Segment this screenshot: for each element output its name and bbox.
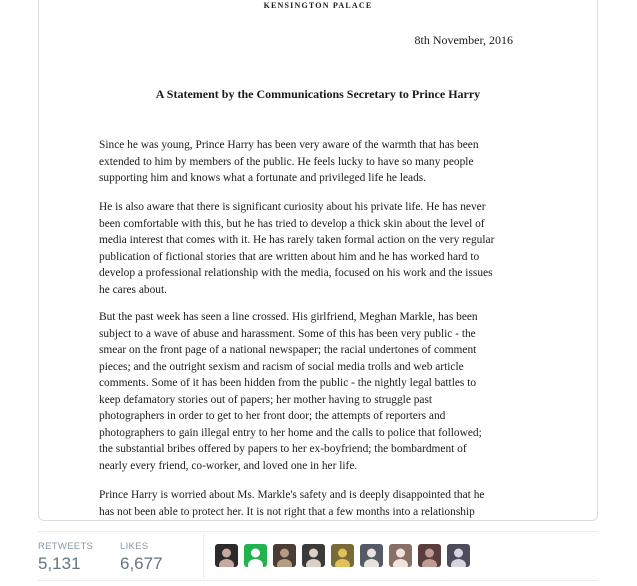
- liker-avatar[interactable]: [389, 544, 412, 567]
- document-letterhead: KENSINGTON PALACE: [263, 1, 373, 10]
- liker-avatar[interactable]: [447, 544, 470, 567]
- document-date: 8th November, 2016: [414, 33, 513, 47]
- tweet-stats-bar: [38, 531, 598, 581]
- liker-avatar[interactable]: [273, 544, 296, 567]
- user-avatar-icon: [244, 544, 267, 567]
- user-avatar-icon: [389, 544, 412, 567]
- user-avatar-icon: [302, 544, 325, 567]
- user-avatar-icon: [215, 544, 238, 567]
- liker-avatar[interactable]: [302, 544, 325, 567]
- user-avatar-icon: [418, 544, 441, 567]
- likes-count: 6,677: [120, 554, 163, 573]
- stats-divider: [203, 533, 204, 579]
- user-avatar-icon: [331, 544, 354, 567]
- retweets-count: 5,131: [38, 554, 81, 573]
- document-paragraph: Prince Harry is worried about Ms. Markle's safety and is deeply disappointed that he has not been able to protect her. It is not right that a few months into a relationship: [99, 489, 485, 518]
- statement-document: [39, 0, 597, 520]
- document-paragraph: Since he was young, Prince Harry has been very aware of the warmth that has been extended to him by members of the public. He feels lucky to have so many people supporting him and knows what a fortunate and privileged life he leads.: [99, 139, 479, 184]
- liker-avatar[interactable]: [360, 544, 383, 567]
- liker-avatar[interactable]: [244, 544, 267, 567]
- document-paragraph: He is also aware that there is significant curiosity about his private life. He has never been comfortable with this, but he has tried to develop a thick skin about the level of media interest that comes with it. He has rarely taken formal action on the very regular publication of fictional stories that are written about him and he has worked hard to develop a professional relationship with the media, focused on his work and the issues he cares about.: [99, 201, 495, 296]
- user-avatar-icon: [360, 544, 383, 567]
- liker-avatar[interactable]: [418, 544, 441, 567]
- document-paragraph: But the past week has seen a line crossed. His girlfriend, Meghan Markle, has been subject to a wave of abuse and harassment. Some of this has been very public - the smear on the front page of a national newspaper; the racial undertones of comment pieces; and the outright sexism and racism of social media trolls and web article comments. Some of it has been hidden from the public - the nightly legal battles to keep defamatory stories out of papers; her mother having to struggle past photographers in order to get to her front door; the attempts of reporters and photographers to gain illegal entry to her home and the calls to police that followed; the substantial bribes offered by papers to her ex-boyfriend; the bombardment of nearly every friend, co-worker, and loved one in her life.: [99, 311, 482, 472]
- document-title: A Statement by the Communications Secretary to Prince Harry: [155, 87, 481, 101]
- user-avatar-icon: [273, 544, 296, 567]
- retweets-label: RETWEETS: [38, 541, 94, 552]
- liker-avatar[interactable]: [215, 544, 238, 567]
- liker-avatar[interactable]: [331, 544, 354, 567]
- likes-label: LIKES: [120, 541, 149, 552]
- user-avatar-icon: [447, 544, 470, 567]
- tweet-media-image[interactable]: [38, 0, 598, 521]
